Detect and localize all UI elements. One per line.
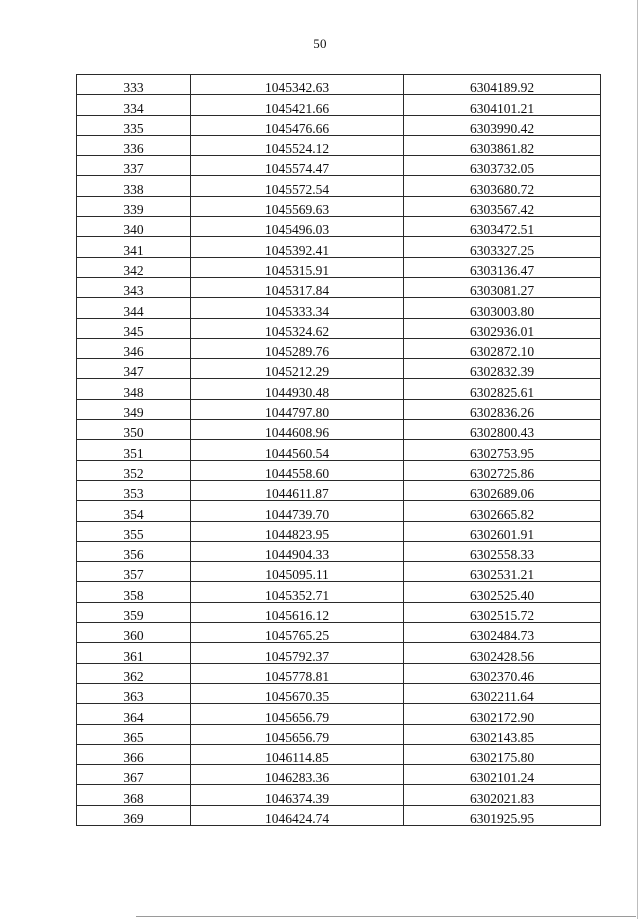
y-coordinate-cell: 6303327.25: [404, 237, 601, 257]
y-coordinate-cell: 6301925.95: [404, 805, 601, 825]
y-coordinate-cell: 6302753.95: [404, 440, 601, 460]
point-number-cell: 350: [77, 420, 191, 440]
x-coordinate-cell: 1044560.54: [191, 440, 404, 460]
table-row: [77, 460, 601, 480]
y-coordinate-cell: 6303680.72: [404, 176, 601, 196]
point-number-cell: 361: [77, 643, 191, 663]
x-coordinate-cell: 1045496.03: [191, 217, 404, 237]
x-coordinate-cell: 1046424.74: [191, 805, 404, 825]
table-row: [77, 217, 601, 237]
x-coordinate-cell: 1045574.47: [191, 156, 404, 176]
y-coordinate-cell: 6302370.46: [404, 663, 601, 683]
point-number-cell: 333: [77, 75, 191, 95]
x-coordinate-cell: 1045333.34: [191, 298, 404, 318]
table-row: [77, 95, 601, 115]
table-row: [77, 379, 601, 399]
table-row: [77, 724, 601, 744]
x-coordinate-cell: 1045289.76: [191, 338, 404, 358]
y-coordinate-cell: 6302428.56: [404, 643, 601, 663]
point-number-cell: 347: [77, 359, 191, 379]
table-row: [77, 704, 601, 724]
table-row: [77, 237, 601, 257]
point-number-cell: 337: [77, 156, 191, 176]
x-coordinate-cell: 1044739.70: [191, 501, 404, 521]
y-coordinate-cell: 6302836.26: [404, 399, 601, 419]
point-number-cell: 362: [77, 663, 191, 683]
table-row: [77, 440, 601, 460]
point-number-cell: 341: [77, 237, 191, 257]
x-coordinate-cell: 1045572.54: [191, 176, 404, 196]
y-coordinate-cell: 6302525.40: [404, 582, 601, 602]
table-row: [77, 501, 601, 521]
x-coordinate-cell: 1044608.96: [191, 420, 404, 440]
y-coordinate-cell: 6302143.85: [404, 724, 601, 744]
point-number-cell: 355: [77, 521, 191, 541]
point-number-cell: 343: [77, 277, 191, 297]
point-number-cell: 346: [77, 338, 191, 358]
point-number-cell: 352: [77, 460, 191, 480]
point-number-cell: 351: [77, 440, 191, 460]
table-row: [77, 480, 601, 500]
x-coordinate-cell: 1045317.84: [191, 277, 404, 297]
x-coordinate-cell: 1045315.91: [191, 257, 404, 277]
table-row: [77, 805, 601, 825]
point-number-cell: 354: [77, 501, 191, 521]
table-row: [77, 562, 601, 582]
y-coordinate-cell: 6303861.82: [404, 135, 601, 155]
y-coordinate-cell: 6302484.73: [404, 623, 601, 643]
point-number-cell: 364: [77, 704, 191, 724]
table-row: [77, 541, 601, 561]
table-row: [77, 338, 601, 358]
y-coordinate-cell: 6303136.47: [404, 257, 601, 277]
y-coordinate-cell: 6302872.10: [404, 338, 601, 358]
table-row: [77, 298, 601, 318]
coordinates-table: [76, 74, 601, 826]
x-coordinate-cell: 1046283.36: [191, 765, 404, 785]
table-row: [77, 582, 601, 602]
y-coordinate-cell: 6302558.33: [404, 541, 601, 561]
x-coordinate-cell: 1044797.80: [191, 399, 404, 419]
x-coordinate-cell: 1045656.79: [191, 704, 404, 724]
point-number-cell: 334: [77, 95, 191, 115]
y-coordinate-cell: 6303081.27: [404, 277, 601, 297]
x-coordinate-cell: 1045792.37: [191, 643, 404, 663]
y-coordinate-cell: 6302601.91: [404, 521, 601, 541]
table-row: [77, 156, 601, 176]
table-row: [77, 399, 601, 419]
table-row: [77, 277, 601, 297]
x-coordinate-cell: 1044611.87: [191, 480, 404, 500]
point-number-cell: 339: [77, 196, 191, 216]
point-number-cell: 359: [77, 602, 191, 622]
y-coordinate-cell: 6302172.90: [404, 704, 601, 724]
table-row: [77, 359, 601, 379]
y-coordinate-cell: 6303003.80: [404, 298, 601, 318]
y-coordinate-cell: 6302665.82: [404, 501, 601, 521]
x-coordinate-cell: 1045324.62: [191, 318, 404, 338]
table-row: [77, 115, 601, 135]
x-coordinate-cell: 1044930.48: [191, 379, 404, 399]
point-number-cell: 363: [77, 683, 191, 703]
y-coordinate-cell: 6303732.05: [404, 156, 601, 176]
x-coordinate-cell: 1045212.29: [191, 359, 404, 379]
y-coordinate-cell: 6302832.39: [404, 359, 601, 379]
x-coordinate-cell: 1046114.85: [191, 744, 404, 764]
table-row: [77, 196, 601, 216]
y-coordinate-cell: 6304189.92: [404, 75, 601, 95]
table-row: [77, 663, 601, 683]
y-coordinate-cell: 6302800.43: [404, 420, 601, 440]
y-coordinate-cell: 6303990.42: [404, 115, 601, 135]
x-coordinate-cell: 1045656.79: [191, 724, 404, 744]
x-coordinate-cell: 1045569.63: [191, 196, 404, 216]
point-number-cell: 342: [77, 257, 191, 277]
y-coordinate-cell: 6302021.83: [404, 785, 601, 805]
point-number-cell: 335: [77, 115, 191, 135]
point-number-cell: 365: [77, 724, 191, 744]
point-number-cell: 349: [77, 399, 191, 419]
point-number-cell: 340: [77, 217, 191, 237]
point-number-cell: 345: [77, 318, 191, 338]
y-coordinate-cell: 6304101.21: [404, 95, 601, 115]
x-coordinate-cell: 1045524.12: [191, 135, 404, 155]
x-coordinate-cell: 1045342.63: [191, 75, 404, 95]
point-number-cell: 367: [77, 765, 191, 785]
point-number-cell: 338: [77, 176, 191, 196]
table-row: [77, 683, 601, 703]
x-coordinate-cell: 1044904.33: [191, 541, 404, 561]
table-row: [77, 785, 601, 805]
y-coordinate-cell: 6302936.01: [404, 318, 601, 338]
table-row: [77, 75, 601, 95]
point-number-cell: 344: [77, 298, 191, 318]
x-coordinate-cell: 1045095.11: [191, 562, 404, 582]
point-number-cell: 356: [77, 541, 191, 561]
point-number-cell: 369: [77, 805, 191, 825]
y-coordinate-cell: 6302101.24: [404, 765, 601, 785]
y-coordinate-cell: 6302515.72: [404, 602, 601, 622]
y-coordinate-cell: 6302531.21: [404, 562, 601, 582]
point-number-cell: 353: [77, 480, 191, 500]
table-row: [77, 643, 601, 663]
y-coordinate-cell: 6303472.51: [404, 217, 601, 237]
point-number-cell: 336: [77, 135, 191, 155]
table-row: [77, 420, 601, 440]
table-row: [77, 176, 601, 196]
table-row: [77, 744, 601, 764]
table-row: [77, 135, 601, 155]
x-coordinate-cell: 1045670.35: [191, 683, 404, 703]
table-row: [77, 765, 601, 785]
page-edge-right: [637, 0, 638, 919]
x-coordinate-cell: 1045392.41: [191, 237, 404, 257]
point-number-cell: 360: [77, 623, 191, 643]
table-row: [77, 318, 601, 338]
point-number-cell: 358: [77, 582, 191, 602]
y-coordinate-cell: 6302825.61: [404, 379, 601, 399]
x-coordinate-cell: 1045476.66: [191, 115, 404, 135]
x-coordinate-cell: 1045765.25: [191, 623, 404, 643]
x-coordinate-cell: 1044823.95: [191, 521, 404, 541]
x-coordinate-cell: 1045616.12: [191, 602, 404, 622]
table-row: [77, 257, 601, 277]
table-row: [77, 521, 601, 541]
page-number: 50: [313, 36, 327, 51]
point-number-cell: 366: [77, 744, 191, 764]
y-coordinate-cell: 6302175.80: [404, 744, 601, 764]
x-coordinate-cell: 1045421.66: [191, 95, 404, 115]
coordinates-table-body: [77, 75, 601, 826]
y-coordinate-cell: 6302725.86: [404, 460, 601, 480]
y-coordinate-cell: 6302689.06: [404, 480, 601, 500]
x-coordinate-cell: 1046374.39: [191, 785, 404, 805]
point-number-cell: 357: [77, 562, 191, 582]
y-coordinate-cell: 6302211.64: [404, 683, 601, 703]
page-edge-bottom: [136, 916, 636, 917]
y-coordinate-cell: 6303567.42: [404, 196, 601, 216]
x-coordinate-cell: 1044558.60: [191, 460, 404, 480]
table-row: [77, 623, 601, 643]
x-coordinate-cell: 1045778.81: [191, 663, 404, 683]
point-number-cell: 348: [77, 379, 191, 399]
x-coordinate-cell: 1045352.71: [191, 582, 404, 602]
table-row: [77, 602, 601, 622]
point-number-cell: 368: [77, 785, 191, 805]
